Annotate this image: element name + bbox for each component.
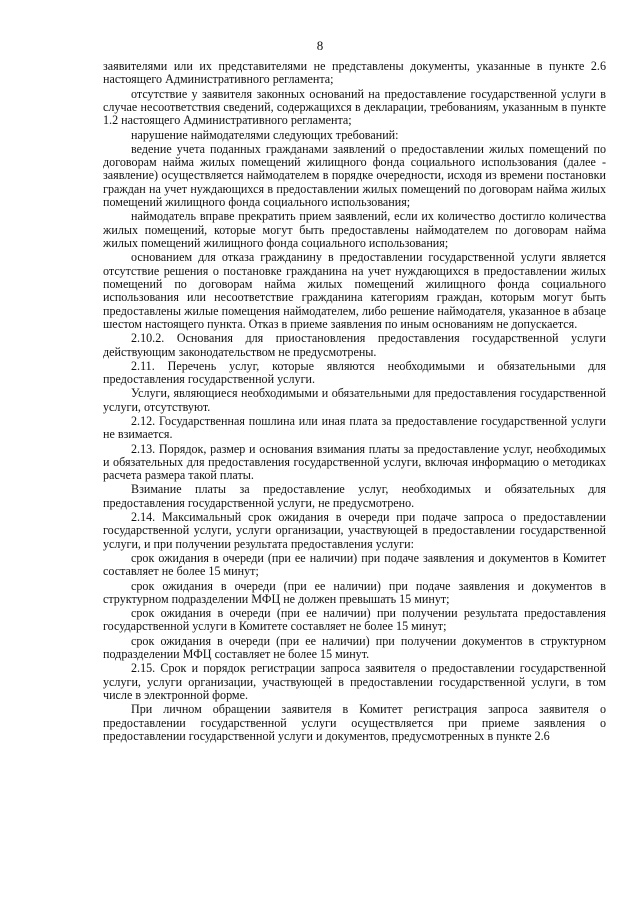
document-body [103, 60, 606, 744]
page-number: 8 [316, 38, 324, 53]
paragraph-2-10-2: 2.10.2. Основания для приостановления предоставления государственной услуги действующим законодательством не предусмотрены. [103, 331, 606, 359]
paragraph: основанием для отказа гражданину в предоставлении государственной услуги является отсутствие решения о постановке гражданина на учет нуждающихся в предоставлении жилых помещений по договорам найма жилых помещений жилищного фонда социального использования или несоответствие гражданина категориям граждан, которым могут быть предоставлены жилые помещения наймодателем, либо решение наймодателя, указанное в абзаце шестом настоящего пункта. Отказ в приеме заявления по иным основаниям не допускается. [103, 250, 606, 331]
paragraph-2-12: 2.12. Государственная пошлина или иная плата за предоставление государственной услуги не взимается. [103, 413, 606, 442]
paragraph: срок ожидания в очереди (при ее наличии) при получении документов в структурном подразделении МФЦ составляет не более 15 минут. [103, 633, 606, 662]
paragraph: срок ожидания в очереди (при ее наличии) при получении результата предоставления государственной услуги в Комитете составляет не более 15 минут; [103, 606, 606, 634]
paragraph: наймодатель вправе прекратить прием заявлений, если их количество достигло количества жилых помещений, которые могут быть предоставлены наймодателем по договорам найма жилых помещений жилищного фонда социального использования; [103, 209, 606, 251]
paragraph: отсутствие у заявителя законных оснований на предоставление государственной услуги в случае несоответствия сведений, содержащихся в декларации, требованиям, указанным в пункте 1.2 настоящего Административного регламента; [103, 86, 606, 128]
paragraph: нарушение наймодателями следующих требований: [131, 127, 399, 142]
paragraph: При личном обращении заявителя в Комитет регистрация запроса заявителя о предоставлении государственной услуги осуществляется при приеме заявления о предоставлении государственной услуги и документов, предусмотренных в пункте 2.6 [103, 702, 606, 743]
paragraph-2-13: 2.13. Порядок, размер и основания взимания платы за предоставление услуг, необходимых и обязательных для предоставления государственной услуги, включая информацию о методиках расчета размера такой платы. [103, 441, 606, 483]
paragraph: ведение учета поданных гражданами заявлений о предоставлении жилых помещений по договорам найма жилых помещений жилищного фонда социального использования (далее - заявление) осуществляется наймодателем в порядке очередности, исходя из времени постановки граждан на учет нуждающихся в предоставлении жилых помещений по договорам найма жилых помещений жилищного фонда социального использования; [103, 141, 606, 210]
paragraph: Услуги, являющиеся необходимыми и обязательными для предоставления государственной услуги, отсутствуют. [103, 386, 606, 414]
paragraph-2-11: 2.11. Перечень услуг, которые являются необходимыми и обязательными для предоставления государственной услуги. [103, 358, 606, 387]
paragraph: срок ожидания в очереди (при ее наличии) при подаче заявления и документов в Комитет составляет не более 15 минут; [103, 550, 606, 579]
paragraph-2-15: 2.15. Срок и порядок регистрации запроса заявителя о предоставлении государственной услуги, услуги организации, участвующей в предоставлении государственной услуги, в том числе в электронной форме. [103, 661, 606, 702]
paragraph-2-14: 2.14. Максимальный срок ожидания в очереди при подаче запроса о предоставлении государственной услуги, услуги организации, участвующей в предоставлении государственной услуги, и при получении результата предоставления услуги: [103, 510, 606, 551]
paragraph-continuation: заявителями или их представителями не представлены документы, указанные в пункте 2.6 настоящего Административного регламента; [103, 59, 606, 87]
paragraph: срок ожидания в очереди (при ее наличии) при подаче заявления и документов в структурном подразделении МФЦ не должен превышать 15 минут; [103, 578, 606, 606]
paragraph: Взимание платы за предоставление услуг, необходимых и обязательных для предоставления государственной услуги, не предусмотрено. [103, 482, 606, 510]
